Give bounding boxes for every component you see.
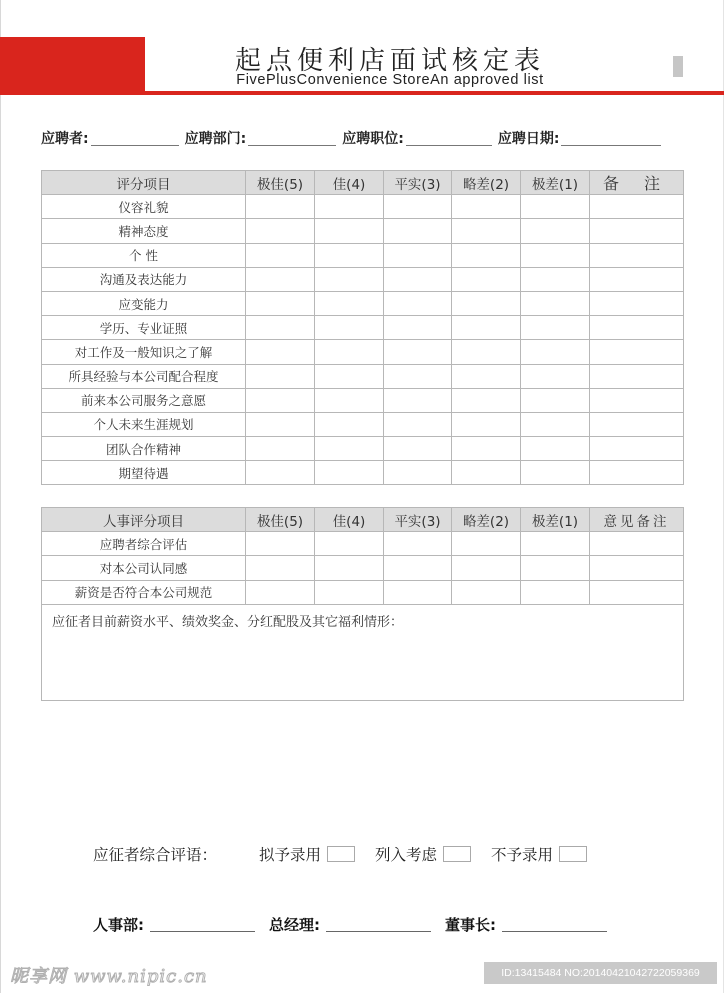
score-cell[interactable] bbox=[315, 532, 384, 556]
remark-cell[interactable] bbox=[590, 437, 684, 461]
score-cell[interactable] bbox=[246, 340, 315, 364]
score-cell[interactable] bbox=[315, 340, 384, 364]
score-cell[interactable] bbox=[384, 437, 452, 461]
score-cell[interactable] bbox=[521, 340, 590, 364]
header-red-block bbox=[0, 37, 145, 94]
score-cell[interactable] bbox=[452, 267, 521, 291]
score-cell[interactable] bbox=[315, 580, 384, 604]
row-label: 应变能力 bbox=[42, 291, 246, 315]
score-cell[interactable] bbox=[246, 532, 315, 556]
row-label: 对工作及一般知识之了解 bbox=[42, 340, 246, 364]
score-cell[interactable] bbox=[521, 388, 590, 412]
table-row bbox=[42, 195, 684, 219]
score-cell[interactable] bbox=[521, 532, 590, 556]
score-cell[interactable] bbox=[315, 412, 384, 436]
score-cell[interactable] bbox=[384, 532, 452, 556]
chairman-label: 董事长: bbox=[445, 916, 496, 934]
remark-cell[interactable] bbox=[590, 291, 684, 315]
hr-evaluation-table bbox=[41, 507, 684, 701]
table-row bbox=[42, 461, 684, 485]
table-header-row bbox=[42, 171, 684, 195]
table-row bbox=[42, 291, 684, 315]
verdict-option-label: 拟予录用 bbox=[259, 846, 322, 864]
score-cell[interactable] bbox=[452, 437, 521, 461]
page-title: 起点便利店面试核定表 bbox=[234, 46, 545, 76]
header-opinion-remarks: 意见备注 bbox=[590, 508, 684, 532]
score-cell[interactable] bbox=[452, 364, 521, 388]
score-cell[interactable] bbox=[521, 437, 590, 461]
department-field[interactable] bbox=[248, 145, 336, 146]
table-row bbox=[42, 316, 684, 340]
header-good: 佳(4) bbox=[315, 171, 384, 195]
date-field[interactable] bbox=[561, 145, 661, 146]
page-subtitle: FivePlusConvenience StoreAn approved list bbox=[236, 72, 544, 88]
verdict-option-consider[interactable] bbox=[375, 843, 471, 865]
page-border-left bbox=[0, 0, 1, 993]
verdict-option-hire[interactable] bbox=[259, 843, 355, 865]
score-cell[interactable] bbox=[246, 461, 315, 485]
score-cell[interactable] bbox=[246, 437, 315, 461]
general-manager-label: 总经理: bbox=[269, 916, 320, 934]
department-label: 应聘部门: bbox=[184, 131, 247, 147]
row-label: 仪容礼貌 bbox=[42, 195, 246, 219]
header-poor: 极差(1) bbox=[521, 508, 590, 532]
salary-notes-label: 应征者目前薪资水平、绩效奖金、分红配股及其它福利情形： bbox=[52, 614, 404, 630]
remark-cell[interactable] bbox=[590, 316, 684, 340]
score-cell[interactable] bbox=[384, 580, 452, 604]
remark-cell[interactable] bbox=[590, 195, 684, 219]
remark-cell[interactable] bbox=[590, 243, 684, 267]
table-row bbox=[42, 364, 684, 388]
score-cell[interactable] bbox=[452, 195, 521, 219]
score-cell[interactable] bbox=[452, 243, 521, 267]
row-label: 前来本公司服务之意愿 bbox=[42, 388, 246, 412]
table-row bbox=[42, 580, 684, 604]
score-cell[interactable] bbox=[384, 243, 452, 267]
reject-checkbox[interactable] bbox=[559, 846, 587, 862]
score-cell[interactable] bbox=[315, 219, 384, 243]
remark-cell[interactable] bbox=[590, 340, 684, 364]
score-cell[interactable] bbox=[246, 316, 315, 340]
score-cell[interactable] bbox=[521, 316, 590, 340]
score-cell[interactable] bbox=[315, 556, 384, 580]
table-row bbox=[42, 267, 684, 291]
score-cell[interactable] bbox=[452, 461, 521, 485]
applicant-name-field[interactable] bbox=[91, 145, 179, 146]
score-cell[interactable] bbox=[384, 412, 452, 436]
header-good: 佳(4) bbox=[315, 508, 384, 532]
remark-cell[interactable] bbox=[590, 219, 684, 243]
score-cell[interactable] bbox=[315, 461, 384, 485]
applicant-info-row bbox=[41, 128, 686, 148]
score-cell[interactable] bbox=[521, 195, 590, 219]
score-cell[interactable] bbox=[452, 291, 521, 315]
score-cell[interactable] bbox=[384, 219, 452, 243]
verdict-option-reject[interactable] bbox=[491, 843, 587, 865]
score-cell[interactable] bbox=[521, 267, 590, 291]
score-cell[interactable] bbox=[384, 461, 452, 485]
header-item: 评分项目 bbox=[42, 171, 246, 195]
remark-cell[interactable] bbox=[590, 580, 684, 604]
table-header-row bbox=[42, 508, 684, 532]
score-cell[interactable] bbox=[521, 291, 590, 315]
score-cell[interactable] bbox=[384, 364, 452, 388]
header-poor: 极差(1) bbox=[521, 171, 590, 195]
score-cell[interactable] bbox=[246, 580, 315, 604]
header-excellent: 极佳(5) bbox=[246, 508, 315, 532]
header-average: 平实(3) bbox=[384, 508, 452, 532]
score-cell[interactable] bbox=[521, 580, 590, 604]
remark-cell[interactable] bbox=[590, 388, 684, 412]
score-cell[interactable] bbox=[521, 219, 590, 243]
header-excellent: 极佳(5) bbox=[246, 171, 315, 195]
score-cell[interactable] bbox=[246, 243, 315, 267]
chairman-signature-field[interactable] bbox=[502, 931, 607, 932]
remark-cell[interactable] bbox=[590, 412, 684, 436]
header-red-rule bbox=[0, 91, 724, 95]
watermark-logo: 昵享网 www.nipic.cn bbox=[10, 966, 208, 987]
applicant-name-label: 应聘者: bbox=[41, 131, 89, 147]
score-cell[interactable] bbox=[452, 340, 521, 364]
table-row bbox=[42, 556, 684, 580]
row-label: 学历、专业证照 bbox=[42, 316, 246, 340]
table-row bbox=[42, 437, 684, 461]
score-cell[interactable] bbox=[384, 340, 452, 364]
row-label: 个人未来生涯规划 bbox=[42, 412, 246, 436]
signature-row bbox=[93, 914, 621, 935]
watermark-id-badge: ID:13415484 NO:20140421042722059369 bbox=[484, 962, 717, 984]
score-cell[interactable] bbox=[246, 219, 315, 243]
header-grey-tab bbox=[673, 56, 683, 77]
row-label: 对本公司认同感 bbox=[42, 556, 246, 580]
header-below-average: 略差(2) bbox=[452, 171, 521, 195]
hr-dept-label: 人事部: bbox=[93, 916, 144, 934]
header-average: 平实(3) bbox=[384, 171, 452, 195]
consider-checkbox[interactable] bbox=[443, 846, 471, 862]
row-label: 薪资是否符合本公司规范 bbox=[42, 580, 246, 604]
score-cell[interactable] bbox=[452, 412, 521, 436]
score-cell[interactable] bbox=[246, 388, 315, 412]
table-row bbox=[42, 219, 684, 243]
score-cell[interactable] bbox=[384, 388, 452, 412]
score-cell[interactable] bbox=[315, 243, 384, 267]
evaluation-table bbox=[41, 170, 684, 485]
verdict-option-label: 列入考虑 bbox=[375, 846, 438, 864]
score-cell[interactable] bbox=[452, 580, 521, 604]
row-label: 应聘者综合评估 bbox=[42, 532, 246, 556]
score-cell[interactable] bbox=[246, 412, 315, 436]
score-cell[interactable] bbox=[246, 195, 315, 219]
row-label: 沟通及表达能力 bbox=[42, 267, 246, 291]
remark-cell[interactable] bbox=[590, 532, 684, 556]
table-row bbox=[42, 340, 684, 364]
date-label: 应聘日期: bbox=[497, 131, 560, 147]
general-manager-signature-field[interactable] bbox=[326, 931, 431, 932]
score-cell[interactable] bbox=[315, 388, 384, 412]
score-cell[interactable] bbox=[384, 291, 452, 315]
score-cell[interactable] bbox=[246, 267, 315, 291]
score-cell[interactable] bbox=[384, 267, 452, 291]
score-cell[interactable] bbox=[384, 195, 452, 219]
score-cell[interactable] bbox=[452, 532, 521, 556]
salary-notes-field[interactable] bbox=[42, 604, 684, 700]
row-label: 精神态度 bbox=[42, 219, 246, 243]
score-cell[interactable] bbox=[384, 316, 452, 340]
remark-cell[interactable] bbox=[590, 461, 684, 485]
score-cell[interactable] bbox=[246, 556, 315, 580]
score-cell[interactable] bbox=[452, 316, 521, 340]
row-label: 所具经验与本公司配合程度 bbox=[42, 364, 246, 388]
salary-notes-row bbox=[42, 604, 684, 700]
table-row bbox=[42, 243, 684, 267]
header-below-average: 略差(2) bbox=[452, 508, 521, 532]
score-cell[interactable] bbox=[315, 316, 384, 340]
row-label: 期望待遇 bbox=[42, 461, 246, 485]
position-label: 应聘职位: bbox=[342, 131, 404, 147]
row-label: 团队合作精神 bbox=[42, 437, 246, 461]
remark-cell[interactable] bbox=[590, 364, 684, 388]
score-cell[interactable] bbox=[452, 556, 521, 580]
table-row bbox=[42, 388, 684, 412]
score-cell[interactable] bbox=[315, 364, 384, 388]
score-cell[interactable] bbox=[521, 556, 590, 580]
score-cell[interactable] bbox=[315, 195, 384, 219]
score-cell[interactable] bbox=[521, 412, 590, 436]
score-cell[interactable] bbox=[246, 364, 315, 388]
overall-verdict-row bbox=[93, 843, 607, 865]
hr-dept-signature-field[interactable] bbox=[150, 931, 255, 932]
hire-checkbox[interactable] bbox=[327, 846, 355, 862]
table-row bbox=[42, 532, 684, 556]
score-cell[interactable] bbox=[246, 291, 315, 315]
row-label: 个 性 bbox=[42, 243, 246, 267]
header-hr-item: 人事评分项目 bbox=[42, 508, 246, 532]
score-cell[interactable] bbox=[452, 219, 521, 243]
verdict-label: 应征者综合评语： bbox=[93, 846, 218, 864]
score-cell[interactable] bbox=[521, 461, 590, 485]
header-remarks: 备 注 bbox=[590, 171, 684, 195]
score-cell[interactable] bbox=[315, 267, 384, 291]
remark-cell[interactable] bbox=[590, 556, 684, 580]
position-field[interactable] bbox=[406, 145, 492, 146]
score-cell[interactable] bbox=[315, 291, 384, 315]
verdict-option-label: 不予录用 bbox=[491, 846, 554, 864]
remark-cell[interactable] bbox=[590, 267, 684, 291]
score-cell[interactable] bbox=[452, 388, 521, 412]
score-cell[interactable] bbox=[384, 556, 452, 580]
table-row bbox=[42, 412, 684, 436]
score-cell[interactable] bbox=[521, 364, 590, 388]
score-cell[interactable] bbox=[521, 243, 590, 267]
score-cell[interactable] bbox=[315, 437, 384, 461]
